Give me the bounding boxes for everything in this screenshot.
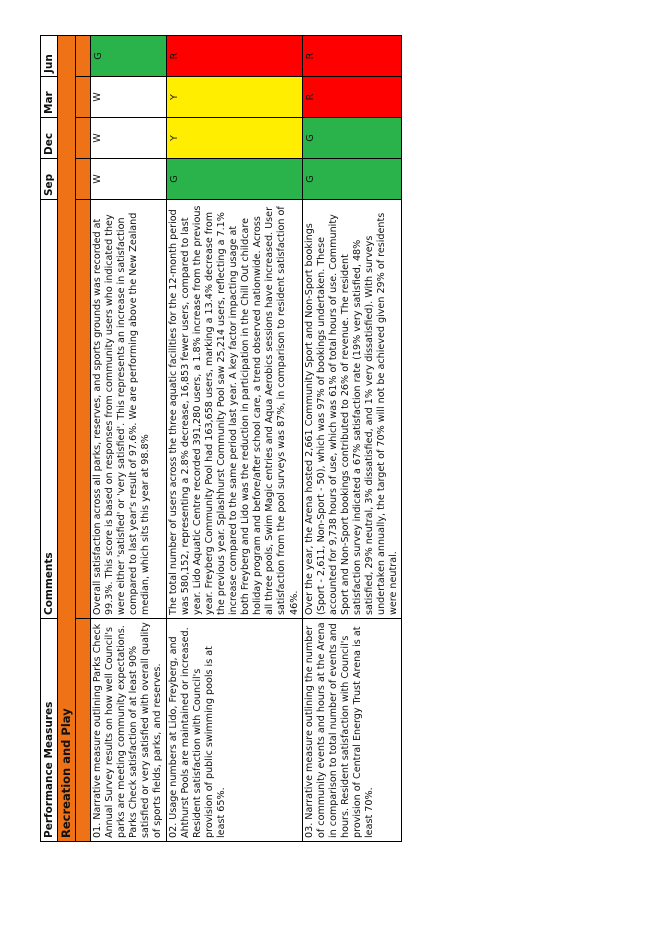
rating-mar <box>166 77 302 118</box>
rating-dec <box>91 118 167 159</box>
comment-cell: The total number of users across the three aquatic facilities for the 12-month period was 580,152, representing a 2.8% decrease, 16,853 fewer users, compared to last year. Lido Aquatic Centre recorded 391,280 users, a 1.8% increase from the previous year. Freyberg Community Pool had 163,658 users, marking a 13.4% decrease from the previous year. Splashhurst Community Pool saw 25,214 users, reflecting a 7.1% increase compared to the same period last year. A key factor impacting usage at both Freyberg and Lido was the reduction in participation in the Chill Out childcare holiday program and before/after school care, a trend observed nationwide. Across all three pools, Swim Magic entries and Aqua Aerobics sessions have increased. User satisfaction from the pool surveys was 87%, in comparison to resident satisfaction of 46%. <box>166 200 302 619</box>
section-row <box>58 36 76 842</box>
header-performance-measures: Performance Measures <box>41 619 58 842</box>
rating-badge: W <box>92 92 103 102</box>
section-title: Recreation and Play <box>58 36 76 842</box>
comment-cell: Overall satisfaction across all parks, reserves, and sports grounds was recorded at 99.3%. This score is based on responses from community users who indicated they were either 'satisfied' or 'very satisfied'. This represents an increase in satisfaction compared to last year's result of 97.6%. We are performing above the New Zealand median, which sits this year at 98.8% <box>91 200 167 619</box>
header-jun: Jun <box>41 36 58 77</box>
header-dec: Dec <box>41 118 58 159</box>
measure-cell: 03. Narrative measure outlining the number of community events and hours at the Arena in comparison to total number of events and hours. Resident satisfaction with Council's provision of Central Energy Trust Arena is at least 70%. <box>302 619 402 842</box>
rating-mar <box>91 77 167 118</box>
rating-jun <box>302 36 402 77</box>
rating-badge: R <box>168 52 180 60</box>
header-comments: Comments <box>41 200 58 619</box>
measure-cell: 02. Usage numbers at Lido, Freyberg, and Ahthurst Pools are maintained or increased. Resident satisfaction with Council's provision of public swimming pools is at least 65%. <box>166 619 302 842</box>
rotated-page <box>40 36 612 842</box>
rating-sep <box>302 159 402 200</box>
performance-measures-table <box>40 35 402 842</box>
rating-badge: W <box>92 133 103 143</box>
rating-sep <box>91 159 167 200</box>
rating-dec <box>166 118 302 159</box>
table-row <box>166 36 302 842</box>
header-row <box>41 36 58 842</box>
table-row <box>302 36 402 842</box>
section-spacer <box>76 36 91 842</box>
rating-jun <box>91 36 167 77</box>
rating-sep <box>166 159 302 200</box>
rating-badge: Y <box>168 135 180 141</box>
rating-badge: R <box>304 52 316 60</box>
rating-dec <box>302 118 402 159</box>
rating-badge: G <box>304 175 316 183</box>
table-row <box>91 36 167 842</box>
comment-cell: Over the year, the Arena hosted 2,661 Community Sport and Non-Sport bookings (Sport - 2,611, Non-Sport - 50), which was 97% of bookings undertaken. These accounted for 9,738 hours of use, which was 61% of total hours of use. Community Sport and Non-Sport bookings contributed to 26% of revenue. The resident satisfaction survey indicated a 67% satisfaction rate (19% very satisfied, 48% satisfied, 29% neutral, 3% dissatisfied, and 1% very dissatisfied). With surveys undertaken annually, the target of 70% will not be achieved given 29% of residents were neutral. <box>302 200 402 619</box>
header-mar: Mar <box>41 77 58 118</box>
rating-badge: W <box>92 174 103 184</box>
rating-mar <box>302 77 402 118</box>
rating-badge: G <box>93 52 104 60</box>
measure-cell: 01. Narrative measure outlining Parks Check Annual Survey results on how well Council's parks are meeting community expectations. Parks Check satisfaction of at least 90% satisfied or very satisfied with overall quality of sports fields, parks, and reserves. <box>91 619 167 842</box>
header-sep: Sep <box>41 159 58 200</box>
rating-jun <box>166 36 302 77</box>
rating-badge: Y <box>168 94 180 100</box>
rating-badge: G <box>304 134 316 142</box>
rating-badge: R <box>304 93 316 101</box>
rating-badge: G <box>168 175 180 183</box>
